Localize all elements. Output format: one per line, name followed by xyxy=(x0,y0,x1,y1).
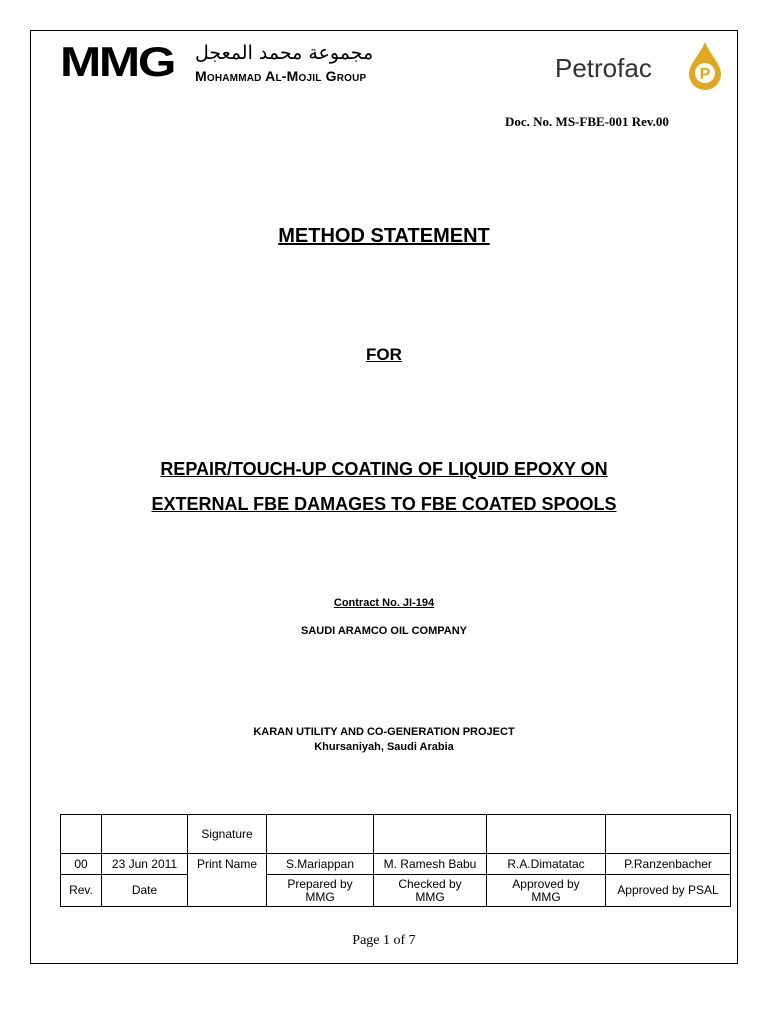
print-name-label: Print Name xyxy=(188,854,267,907)
role-cell: Checked by MMG xyxy=(374,875,487,907)
role-row xyxy=(61,875,731,907)
for-heading: FOR xyxy=(366,345,402,364)
print-name-row xyxy=(61,854,731,875)
rev-value: 00 xyxy=(61,854,102,875)
page-number: Page 1 of 7 xyxy=(352,933,416,948)
mmg-company-name: Mohammad Al-Mojil Group xyxy=(195,68,367,84)
mmg-logo: MMG xyxy=(60,38,175,85)
svg-text:P: P xyxy=(699,66,711,83)
role-cell: Approved by MMG xyxy=(487,875,606,907)
name-cell: S.Mariappan xyxy=(267,854,374,875)
signature-label: Signature xyxy=(188,815,267,854)
signature-cell xyxy=(487,815,606,854)
company-name: SAUDI ARAMCO OIL COMPANY xyxy=(300,625,468,637)
document-number: Doc. No. MS-FBE-001 Rev.00 xyxy=(505,114,669,129)
document-title: METHOD STATEMENT xyxy=(278,225,490,247)
signature-cell xyxy=(267,815,374,854)
mmg-arabic-name: مجموعة محمد المعجل xyxy=(195,42,374,64)
signature-row xyxy=(61,815,731,854)
rev-label: Rev. xyxy=(61,875,102,907)
table-cell xyxy=(102,815,188,854)
petrofac-drop-icon xyxy=(685,40,725,90)
subtitle-line-1: REPAIR/TOUCH-UP COATING OF LIQUID EPOXY ON xyxy=(160,459,608,479)
date-label: Date xyxy=(102,875,188,907)
signature-table xyxy=(60,814,731,907)
signature-cell xyxy=(606,815,731,854)
role-cell: Approved by PSAL xyxy=(606,875,731,907)
contract-number: Contract No. JI-194 xyxy=(333,597,435,609)
petrofac-logo-text: Petrofac xyxy=(555,53,652,83)
signature-cell xyxy=(374,815,487,854)
role-cell: Prepared by MMG xyxy=(267,875,374,907)
subtitle-line-2: EXTERNAL FBE DAMAGES TO FBE COATED SPOOLS xyxy=(151,494,617,514)
project-location: Khursaniyah, Saudi Arabia xyxy=(314,741,454,753)
name-cell: M. Ramesh Babu xyxy=(374,854,487,875)
date-value: 23 Jun 2011 xyxy=(102,854,188,875)
name-cell: P.Ranzenbacher xyxy=(606,854,731,875)
table-cell xyxy=(61,815,102,854)
project-name: KARAN UTILITY AND CO-GENERATION PROJECT xyxy=(253,726,515,738)
name-cell: R.A.Dimatatac xyxy=(487,854,606,875)
